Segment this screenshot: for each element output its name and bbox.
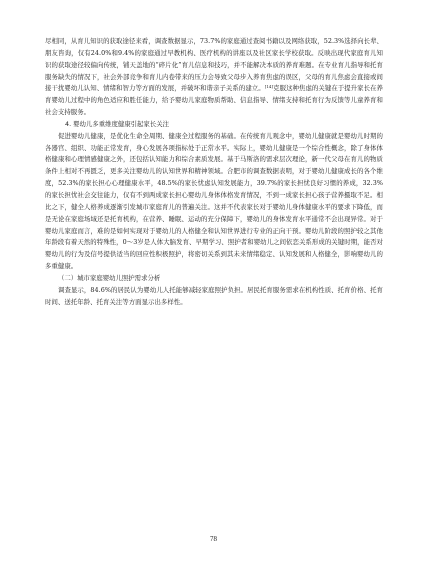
document-body xyxy=(45,36,383,308)
citation-marker: [14] xyxy=(264,84,274,90)
paragraph-text-continued: 克服这种焦虑的关键在于提升家长在养育婴幼儿过程中的角色适应和胜任能力，给予婴幼儿家庭物质帮助、信息指导、情绪支持和托育行为反馈等儿童养育和社会支持服务。 xyxy=(45,84,383,117)
paragraph-survey-result: 调查显示，84.6%的居民认为婴幼儿人托能够减轻家庭照护负担。居民托育服务需求在机构性质、托育价格、托育时间、送托年龄、托育关注等方面显示出多样性。 xyxy=(45,285,383,306)
paragraph-text: 尽相同，从育儿知识的获取途径来看，调查数据显示，73.7%的家庭通过查阅书籍以及网络获取，52.3%选择向长辈、朋友咨询，仅有24.0%和9.4%的家庭通过早教机构、医疗机构的讲座以及社区家长学校获取。反映出现代家庭育儿知识的获取途径较偏向传统，铺天盖地的“碎片化”育儿信息和技巧，并不能解决本质的养育难题。在专业育儿指导和托育服务缺失的情况下，社会外部竞争和育儿内卷带来的压力会导致父母步入养育焦虑的误区，父母的育儿焦虑会直接或间接干扰婴幼儿认知、情绪和智力等方面的发展，并破坏和谐亲子关系的建立。 xyxy=(45,37,383,93)
page-number: 78 xyxy=(210,535,217,543)
paragraph-childcare-knowledge xyxy=(45,36,383,119)
subheading-multidimensional-health: 4. 婴幼儿多重维度健康引起家长关注 xyxy=(65,119,169,128)
paragraph-infant-health: 促进婴幼儿健康，是优化生命全周期、健康全过程服务的基础。在传统育儿观念中，婴幼儿健康就是婴幼儿时期的各器官、组织、功能正常发育，身心发展各项指标处于正常水平。实际上，婴幼儿健康是一个综合性概念，除了身体体格健康和心理情感健康之外，还包括认知能力和综合素质发展。基于马斯洛的需求层次理论，新一代父母在育儿的物质条件上相对不再匮乏，更多关注婴幼儿的认知世界和精神领域。合肥市的调查数据表明，对于婴幼儿健康成长的各个维度，52.3%的家长担心心理健康水平，48.5%的家长忧虑认知发展能力，39.7%的家长担忧良好习惯的养成，32.3%的家长担忧社会交往能力，仅有不到两成家长担心婴幼儿身体体格发育情况，不到一成家长担心孩子营养摄取不足。相比之下，健全人格养成逐渐引发城市家庭育儿的普遍关注。这并不代表家长对于婴幼儿身体健康水平的要求下降低，而是无论在家庭场域还是托育机构，在营养、睡眠、运动的充分保障下，婴幼儿的身体发育水平通常不会出现异常。对于婴幼儿家庭而言，难的是如何实现对于婴幼儿的人格健全和认知世界进行专业的正向干预。婴幼儿阶段的照护较之其他年龄段有着天然的特殊性，0～3岁是人体大脑发育、早期学习、照护者和婴幼儿之间依恋关系形成的关键时期，能否对婴幼儿的行为及信号提供适当的回应性积极照护，将密切关系到其未来情绪稳定、认知发展和人格健全，影响婴幼儿的多重健康。 xyxy=(45,131,383,271)
section-heading-care-demand: （二）城市家庭婴幼儿照护需求分析 xyxy=(58,273,161,282)
